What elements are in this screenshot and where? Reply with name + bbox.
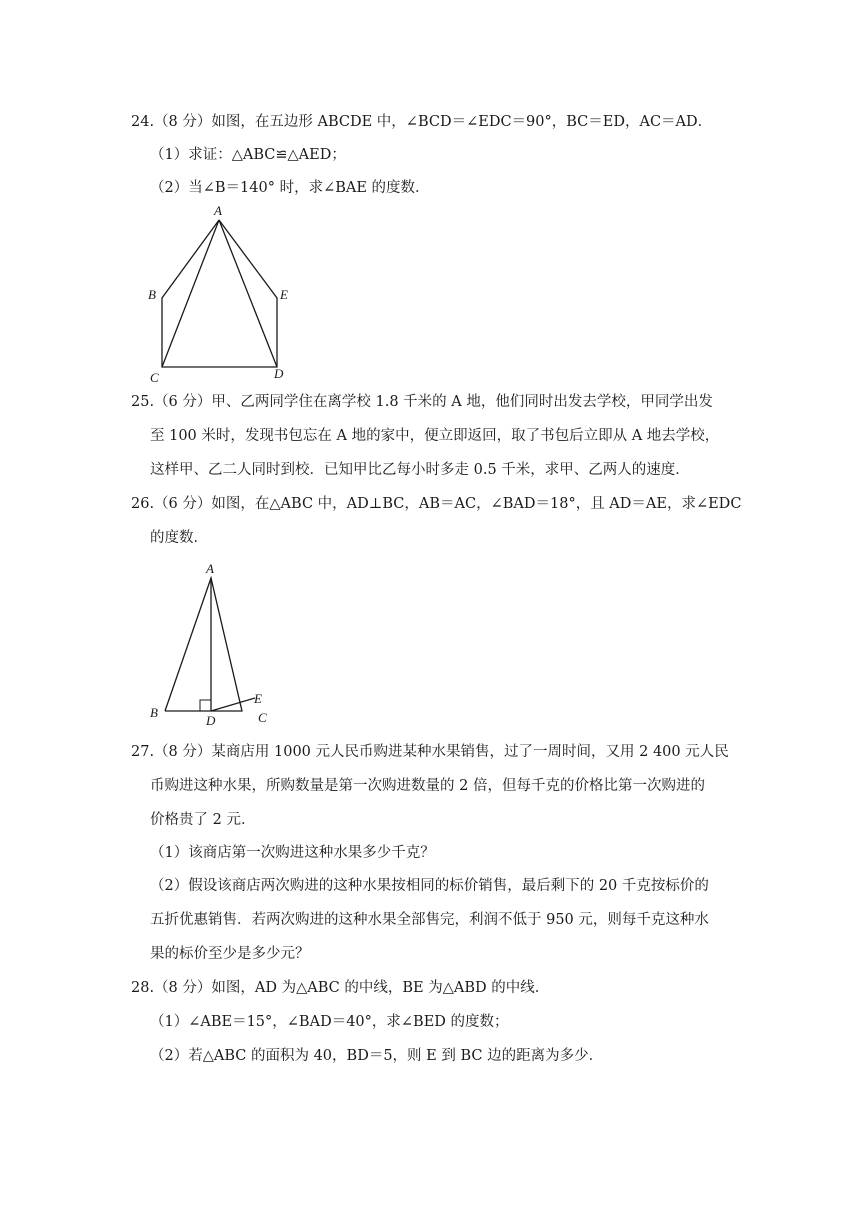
q24-label-A: A — [214, 203, 222, 218]
q27-part2-line1: （2）假设该商店两次购进的这种水果按相同的标价销售，最后剩下的 20 千克按标价的 — [150, 878, 709, 894]
q26-label-C: C — [258, 710, 267, 725]
q25-line2: 至 100 米时，发现书包忘在 A 地的家中，便立即返回，取了书包后立即从 A 地去学校， — [150, 428, 720, 444]
q28-stem: 28.（8 分）如图，AD 为△ABC 的中线，BE 为△ABD 的中线． — [131, 980, 550, 996]
q24-stem: 24.（8 分）如图，在五边形 ABCDE 中，∠BCD＝∠EDC＝90°，BC＝ED，AC＝AD． — [131, 114, 713, 130]
q28-part2: （2）若△ABC 的面积为 40，BD＝5，则 E 到 BC 边的距离为多少． — [150, 1048, 604, 1064]
q26-label-A: A — [206, 561, 214, 576]
q26-line1: 26.（6 分）如图，在△ABC 中，AD⊥BC，AB＝AC，∠BAD＝18°，且 AD＝AE，求∠EDC — [131, 496, 742, 512]
q27-line2: 币购进这种水果，所购数量是第一次购进数量的 2 倍，但每千克的价格比第一次购进的 — [150, 778, 705, 794]
q26-line2: 的度数． — [150, 530, 208, 546]
q25-line1: 25.（6 分）甲、乙两同学住在离学校 1.8 千米的 A 地，他们同时出发去学校，甲同学出发 — [131, 394, 713, 410]
q27-part1: （1）该商店第一次购进这种水果多少千克？ — [150, 845, 435, 861]
q24-part1: （1）求证：△ABC≌△AED； — [150, 147, 346, 163]
q27-line3: 价格贵了 2 元． — [150, 812, 256, 828]
q24-part2: （2）当∠B＝140° 时，求∠BAE 的度数． — [150, 180, 430, 196]
q28-part1: （1）∠ABE＝15°，∠BAD＝40°，求∠BED 的度数； — [150, 1014, 509, 1030]
q25-line3: 这样甲、乙二人同时到校．已知甲比乙每小时多走 0.5 千米，求甲、乙两人的速度． — [150, 462, 690, 478]
q26-label-D: D — [206, 713, 216, 728]
q27-line1: 27.（8 分）某商店用 1000 元人民币购进某种水果销售，过了一周时间，又用 2 400 元人民 — [131, 744, 729, 760]
q24-label-D: D — [274, 366, 284, 381]
q24-pentagon-figure — [140, 200, 310, 390]
q27-part2-line3: 果的标价至少是多少元？ — [150, 946, 310, 962]
q27-part2-line2: 五折优惠销售．若两次购进的这种水果全部售完，利润不低于 950 元，则每千克这种水 — [150, 912, 709, 928]
q24-label-E: E — [280, 287, 288, 302]
q26-triangle-figure — [140, 558, 280, 728]
q26-label-E: E — [254, 691, 262, 706]
q26-label-B: B — [150, 705, 158, 720]
q24-label-C: C — [150, 370, 159, 385]
q24-label-B: B — [148, 287, 156, 302]
